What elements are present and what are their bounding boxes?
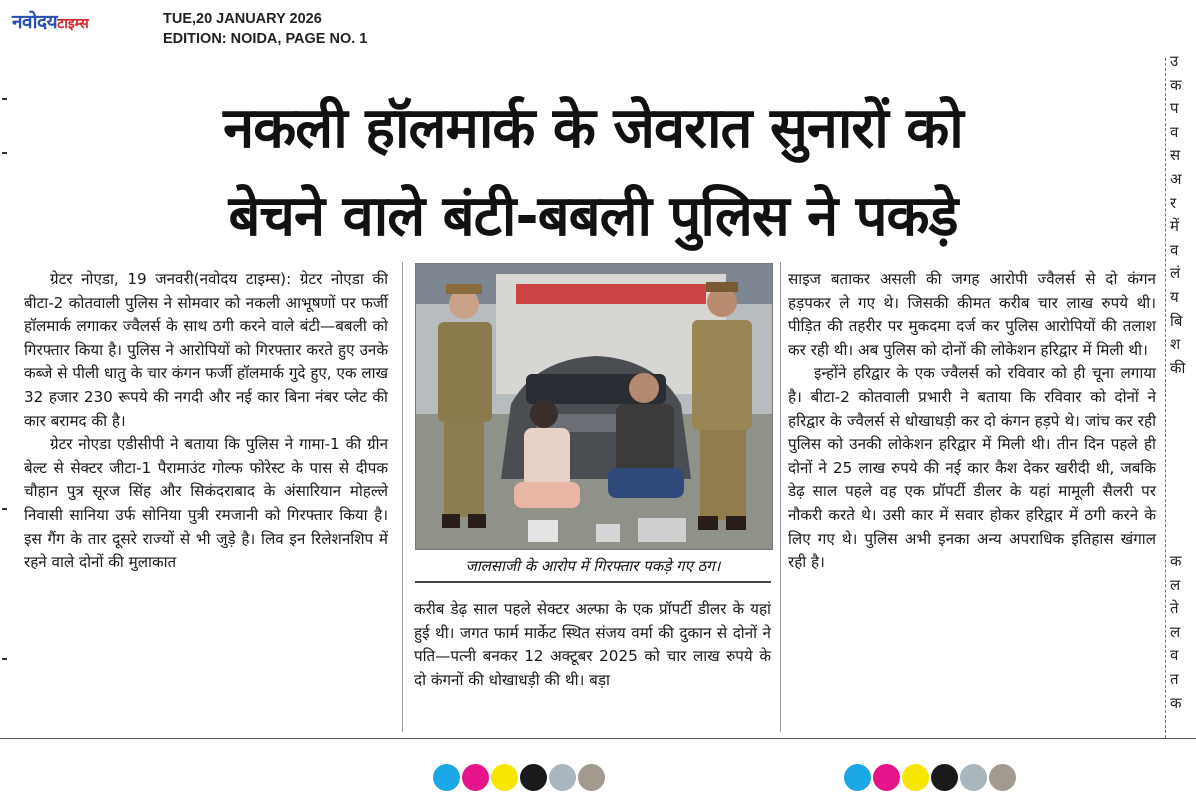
- edition-info: [163, 9, 367, 49]
- logo-main-text: नवोदय: [12, 11, 58, 33]
- registration-dot: [520, 764, 547, 791]
- headline-line-1: नकली हॉलमार्क के जेवरात सुनारों को: [223, 96, 963, 161]
- registration-dot: [960, 764, 987, 791]
- paragraph: करीब डेढ़ साल पहले सेक्टर अल्फा के एक प्रॉपर्टी डीलर के यहां हुई थी। जगत फार्म मार्केट स्थित संजय वर्मा की दुकान से दोनों ने पति—पत्नी बनकर 12 अक्टूबर 2025 को चार लाख रुपये के दो कंगनों की धोखाधड़ी की थी। बड़ा: [414, 600, 771, 689]
- left-page-edge: [0, 58, 12, 738]
- edition-date: TUE,20 JANUARY 2026: [163, 11, 322, 27]
- photo-illustration: [416, 264, 772, 549]
- photo-caption: जालसाजी के आरोप में गिरफ्तार पकड़े गए ठग।: [415, 551, 771, 583]
- registration-dot: [462, 764, 489, 791]
- registration-dot: [902, 764, 929, 791]
- article-column-2: [414, 598, 771, 692]
- registration-dot: [578, 764, 605, 791]
- next-article-fragment-top: उ क प व स अ र में व लं य बि श की: [1170, 52, 1186, 377]
- column-divider: [780, 262, 781, 732]
- article-column-1: [24, 268, 388, 575]
- column-divider: [402, 262, 403, 732]
- next-column-border: [1165, 58, 1167, 738]
- registration-dot: [873, 764, 900, 791]
- paragraph: ग्रेटर नोएडा, 19 जनवरी(नवोदय टाइम्स): ग्रेटर नोएडा की बीटा-2 कोतवाली पुलिस ने सोमवार को नकली आभूषणों पर फर्जी हॉलमार्क लगाकर ज्वैलर्स के साथ ठगी करने वाले बंटी—बबली को गिरफ्तार किया है। पुलिस ने आरोपियों को गिरफ्तार करते हुए उनके कब्जे से पीली धातु के चार कंगन फर्जी हॉलमार्क गुदे हुए, एक लाख 32 हजार 230 रूपये की नगदी और नई कार बिना नंबर प्लेट की कार बरामद की है।: [24, 270, 388, 430]
- logo-sub-text: टाइम्स: [57, 16, 89, 32]
- article-column-3: [788, 268, 1156, 575]
- paragraph: साइज बताकर असली की जगह आरोपी ज्वैलर्स से दो कंगन हड़पकर ले गए थे। जिसकी कीमत करीब चार लाख रुपये थी। पीड़ित की तहरीर पर मुकदमा दर्ज कर पुलिस आरोपियों की तलाश कर रही थी। अब पुलिस को दोनों की लोकेशन हरिद्वार में मिली थी।: [788, 270, 1156, 359]
- registration-dot: [491, 764, 518, 791]
- next-article-fragment-bottom: क ल ते ल व त क: [1170, 552, 1182, 712]
- registration-dot: [989, 764, 1016, 791]
- edition-page: EDITION: NOIDA, PAGE NO. 1: [163, 31, 368, 47]
- registration-dot: [433, 764, 460, 791]
- color-registration-marks-left: [433, 764, 605, 792]
- color-registration-marks-right: [844, 764, 1016, 792]
- paragraph: इन्होंने हरिद्वार के एक ज्वैलर्स को रविवार को ही चूना लगाया है। बीटा-2 कोतवाली प्रभारी ने बताया कि रविवार को दोनों ने हरिद्वार के ज्वैलर्स से धोखाधड़ी कर दो कंगन हड़पे थे। जांच कर रही पुलिस को उनकी लोकेशन हरिद्वार में मिली थी। तीन दिन पहले ही दोनों ने 25 लाख रुपये की नई कार कैश देकर खरीदी थी, जबकि डेढ़ साल पहले वह एक प्रॉपर्टी डीलर के यहां मामूली सैलरी पर नौकरी करते थे। उसी कार में सवार होकर हरिद्वार में ठगी करने के लिए गए थे। पुलिस अभी इनका अन्य अपराधिक इतिहास खंगाल रही है।: [788, 364, 1156, 572]
- registration-dot: [844, 764, 871, 791]
- registration-dot: [931, 764, 958, 791]
- edition-header: [0, 0, 1196, 59]
- registration-dot: [549, 764, 576, 791]
- paragraph: ग्रेटर नोएडा एडीसीपी ने बताया कि पुलिस ने गामा-1 की ग्रीन बेल्ट से सेक्टर जीटा-1 पैरामाउंट गोल्फ फोरेस्ट के पास से दीपक चौहान पुत्र सूरज सिंह और सिकंदराबाद के अंसारियान मोहल्ले निवासी सानिया उर्फ सोनिया पुत्री रमजानी को गिरफ्तार किया है। इस गैंग के तार दूसरे राज्यों से भी जुड़े है। लिव इन रिलेशनशिप में रहने वाले दोनों की मुलाकात: [24, 435, 388, 572]
- headline-line-2: बेचने वाले बंटी-बबली पुलिस ने पकड़े: [228, 184, 958, 249]
- newspaper-logo[interactable]: [12, 8, 89, 34]
- page-bottom-rule: [0, 738, 1196, 739]
- news-photo[interactable]: [415, 263, 773, 550]
